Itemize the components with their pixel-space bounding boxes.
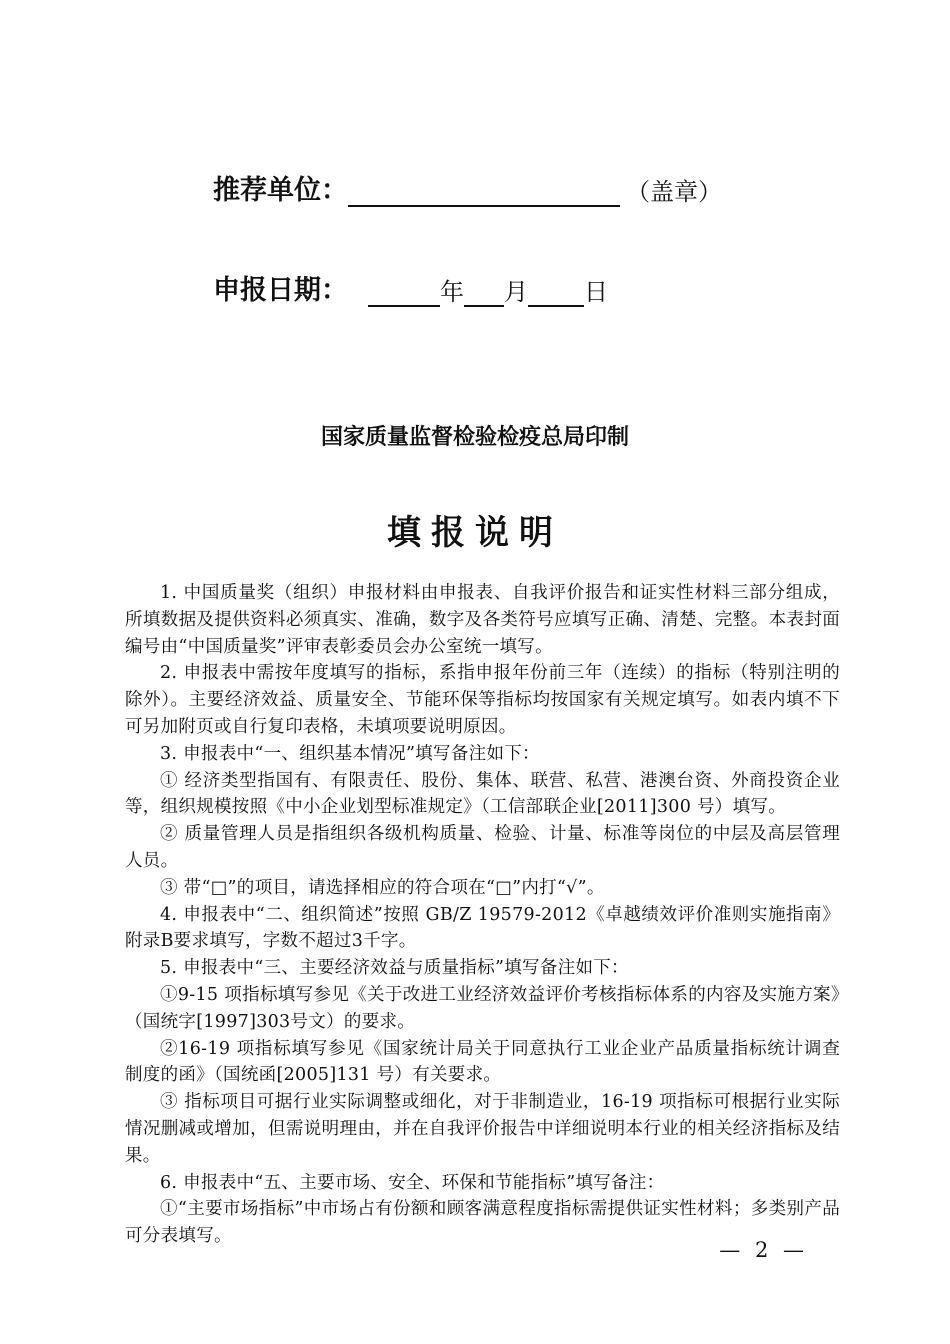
paragraph-3-note-1: ① 经济类型指国有、有限责任、股份、集体、联营、私营、港澳台资、外商投资企业等，组织规模按照《中小企业划型标准规定》（工信部联企业[2011]300 号）填写。 — [125, 770, 840, 818]
month-blank[interactable] — [464, 277, 504, 307]
seal-note: （盖章） — [626, 178, 722, 206]
paragraph-1: 1. 中国质量奖（组织）申报材料由申报表、自我评价报告和证实性材料三部分组成，所填数据及提供资料必须真实、准确，数字及各类符号应填写正确、清楚、完整。本表封面编号由“中国质量奖”评审表彰委员会办公室统一填写。 — [125, 583, 840, 657]
day-blank[interactable] — [528, 277, 584, 307]
year-label: 年 — [440, 278, 464, 306]
page-number: — 2 — — [719, 1238, 808, 1262]
paragraph-2: 2. 申报表中需按年度填写的指标，系指申报年份前三年（连续）的指标（特别注明的除外）。主要经济效益、质量安全、节能环保等指标均按国家有关规定填写。如表内填不下可另加附页或自行复印表格，未填项要说明原因。 — [125, 663, 840, 737]
application-date-label: 申报日期： — [213, 275, 348, 306]
paragraph-3: 3. 申报表中“一、组织基本情况”填写备注如下： — [160, 743, 540, 764]
recommending-unit-label: 推荐单位： — [213, 175, 348, 206]
month-label: 月 — [504, 278, 528, 306]
paragraph-6: 6. 申报表中“五、主要市场、安全、环保和节能指标”填写备注： — [160, 1172, 665, 1193]
instructions-heading: 填报说明 — [387, 513, 563, 553]
year-blank[interactable] — [368, 277, 440, 307]
paragraph-5-note-1: ①9-15 项指标填写参见《关于改进工业经济效益评价考核指标体系的内容及实施方案》（国统字[1997]303号文）的要求。 — [125, 984, 840, 1032]
paragraph-3-note-2: ② 质量管理人员是指组织各级机构质量、检验、计量、标准等岗位的中层及高层管理人员。 — [125, 824, 840, 871]
application-date-row — [213, 268, 608, 307]
recommending-unit-row — [213, 168, 722, 207]
issuer-line: 国家质量监督检验检疫总局印制 — [320, 425, 629, 450]
instructions-body — [125, 580, 840, 1250]
paragraph-5-note-3: ③ 指标项目可据行业实际调整或细化，对于非制造业，16-19 项指标可根据行业实际情况删减或增加，但需说明理由，并在自我评价报告中详细说明本行业的相关经济指标及结果。 — [125, 1092, 840, 1166]
paragraph-4: 4. 申报表中“二、组织简述”按照 GB/Z 19579-2012《卓越绩效评价准则实施指南》附录B要求填写，字数不超过3千字。 — [125, 904, 840, 952]
recommending-unit-blank[interactable] — [348, 177, 620, 207]
paragraph-5: 5. 申报表中“三、主要经济效益与质量指标”填写备注如下： — [160, 958, 629, 979]
day-label: 日 — [584, 278, 608, 306]
paragraph-5-note-2: ②16-19 项指标填写参见《国家统计局关于同意执行工业企业产品质量指标统计调查制度的函》（国统函[2005]131 号）有关要求。 — [125, 1038, 840, 1086]
paragraph-3-note-3: ③ 带“□”的项目，请选择相应的符合项在“□”内打“√”。 — [160, 877, 605, 898]
paragraph-6-note-1: ①“主要市场指标”中市场占有份额和顾客满意程度指标需提供证实性材料；多类别产品可分表填写。 — [125, 1199, 840, 1247]
